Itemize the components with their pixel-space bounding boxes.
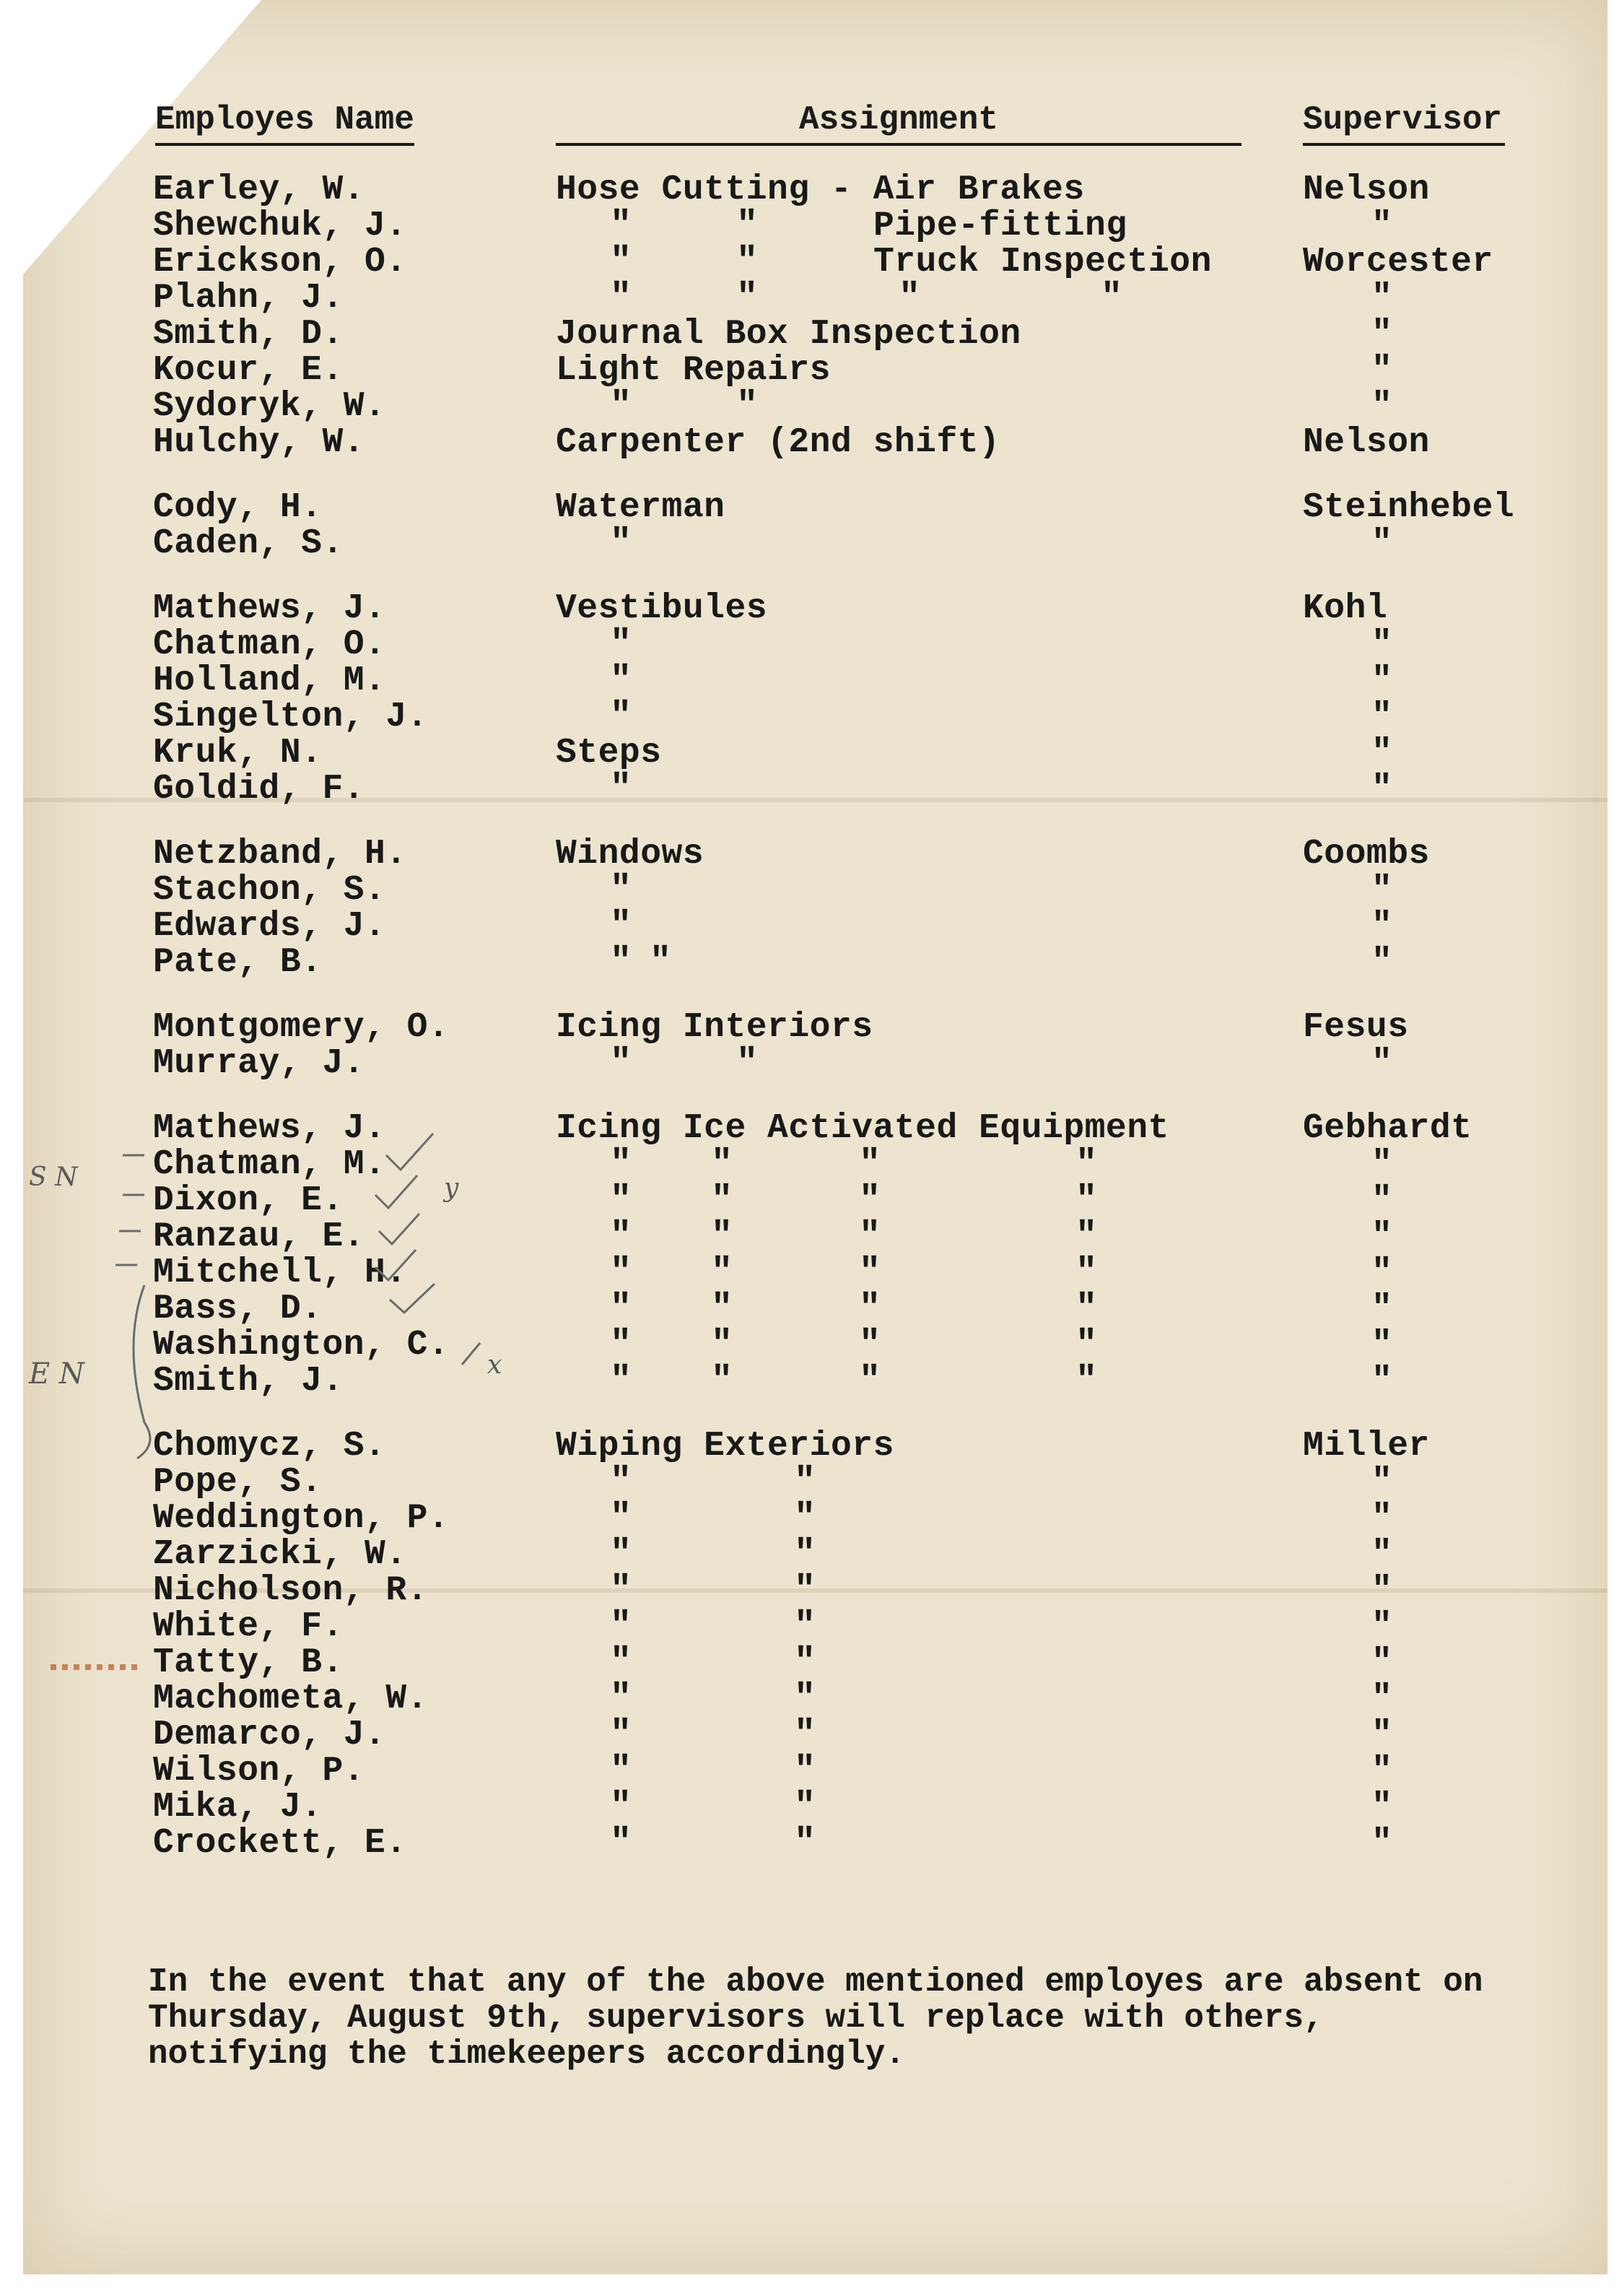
ditto-mark: " [859,1144,881,1185]
assignment-cell: Hose Cutting - Air Brakes [556,170,1085,209]
assignment-cell: Pipe-fitting [873,206,1127,245]
supervisor-ditto: " [1371,279,1393,318]
supervisor-ditto: " [1371,1752,1393,1791]
ditto-mark: " [736,205,759,246]
employee-name-cell: Sydoryk, W. [153,387,386,426]
assignment-cell: Waterman [556,488,725,527]
supervisor-ditto: " [1371,871,1393,910]
assignment-cell: Journal Box Inspection [556,315,1021,354]
supervisor-ditto: " [1371,1044,1393,1083]
supervisor-ditto: " [1371,1824,1393,1863]
supervisor-ditto: " [1371,1145,1393,1184]
ditto-mark: " [1075,1252,1098,1293]
rust-stain [51,1664,137,1670]
ditto-mark: " [859,1216,881,1257]
ditto-mark: " [859,1360,881,1401]
supervisor-ditto: " [1371,1716,1393,1754]
ditto-mark: " [610,1678,632,1719]
ditto-mark: " [859,1288,881,1329]
supervisor-ditto: " [1371,1326,1393,1365]
supervisor-ditto: " [1371,770,1393,809]
handwritten-initials-sn: S N [29,1162,78,1192]
supervisor-ditto: " [1371,1607,1393,1646]
ditto-mark: " [794,1461,816,1503]
assignment-cell: Vestibules [556,589,768,628]
employee-name-cell: White, F. [153,1607,344,1646]
employee-name-cell: Pate, B. [153,943,323,982]
supervisor-cell: Gebhardt [1303,1109,1472,1148]
employee-name-cell: Pope, S. [153,1463,323,1502]
supervisor-ditto: " [1371,1571,1393,1610]
ditto-mark: " [610,1324,632,1365]
ditto-mark: " [794,1822,816,1864]
ditto-mark: " [610,624,632,665]
ditto-mark: " [610,905,632,947]
ditto-mark: " [1075,1216,1098,1257]
assignment-cell: Steps [556,734,662,773]
assignment-cell: Windows [556,835,704,874]
supervisor-ditto: " [1371,1253,1393,1292]
ditto-mark: " [610,1144,632,1185]
ditto-mark: " [1075,1180,1098,1221]
ditto-mark: " [650,942,672,983]
ditto-mark: " [794,1714,816,1755]
ditto-mark: " [610,1180,632,1221]
assignment-cell: Carpenter (2nd shift) [556,423,1000,462]
supervisor-ditto: " [1371,524,1393,563]
ditto-mark: " [610,660,632,701]
ditto-mark: " [610,942,632,983]
ditto-mark: " [711,1252,733,1293]
ditto-mark: " [711,1180,733,1221]
ditto-mark: " [610,1786,632,1827]
supervisor-cell: Coombs [1303,835,1430,874]
ditto-mark: " [711,1144,733,1185]
supervisor-ditto: " [1371,1290,1393,1329]
ditto-mark: " [794,1497,816,1539]
employee-name-cell: Demarco, J. [153,1716,386,1754]
supervisor-cell: Kohl [1303,589,1388,628]
ditto-mark: " [711,1360,733,1401]
supervisor-ditto: " [1371,907,1393,946]
employee-name-cell: Singelton, J. [153,697,428,736]
ditto-mark: " [859,1252,881,1293]
supervisor-ditto: " [1371,943,1393,982]
ditto-mark: " [794,1642,816,1683]
handwritten-initials-en: E N [29,1357,84,1391]
employee-name-cell: Montgomery, O. [153,1008,450,1047]
supervisor-ditto: " [1371,1463,1393,1502]
ditto-mark: " [794,1606,816,1647]
employee-name-cell: Washington, C. [153,1326,450,1365]
supervisor-cell: Worcester [1303,243,1493,282]
supervisor-cell: Nelson [1303,423,1430,462]
ditto-mark: " [610,205,632,246]
employee-name-cell: Edwards, J. [153,907,386,946]
employee-name-cell: Cody, H. [153,488,323,527]
employee-name-cell: Mathews, J. [153,589,386,628]
supervisor-ditto: " [1371,625,1393,664]
ditto-mark: " [610,696,632,737]
employee-name-cell: Smith, D. [153,315,344,354]
ditto-mark: " [736,277,759,318]
ditto-mark: " [736,386,759,427]
ditto-mark: " [610,1534,632,1575]
employee-name-cell: Weddington, P. [153,1499,450,1538]
ditto-mark: " [859,1180,881,1221]
employee-name-cell: Machometa, W. [153,1679,428,1718]
supervisor-ditto: " [1371,734,1393,773]
ditto-mark: " [610,241,632,282]
ditto-mark: " [610,277,632,318]
handwritten-x: x [487,1350,502,1380]
header-assignment: Assignment [556,101,1241,146]
employee-name-cell: Chatman, M. [153,1145,386,1184]
employee-name-cell: Chatman, O. [153,625,386,664]
ditto-mark: " [1101,277,1123,318]
ditto-mark: " [711,1288,733,1329]
ditto-mark: " [1075,1288,1098,1329]
employee-name-cell: Mathews, J. [153,1109,386,1148]
supervisor-ditto: " [1371,315,1393,354]
employee-name-cell: Mika, J. [153,1788,323,1827]
supervisor-ditto: " [1371,351,1393,390]
ditto-mark: " [610,1288,632,1329]
ditto-mark: " [610,1750,632,1791]
assignment-cell: Truck Inspection [873,243,1212,282]
ditto-mark: " [610,1497,632,1539]
ditto-mark: " [794,1750,816,1791]
supervisor-ditto: " [1371,1362,1393,1401]
employee-name-cell: Crockett, E. [153,1824,407,1863]
assignment-cell: Icing Interiors [556,1008,873,1047]
employee-name-cell: Stachon, S. [153,871,386,910]
ditto-mark: " [711,1216,733,1257]
employee-name-cell: Chomycz, S. [153,1427,386,1466]
employee-name-cell: Earley, W. [153,170,365,209]
supervisor-ditto: " [1371,661,1393,700]
employee-name-cell: Mitchell, H. [153,1253,407,1292]
handwritten-y: y [444,1173,459,1203]
ditto-mark: " [899,277,921,318]
ditto-mark: " [736,241,759,282]
employee-name-cell: Murray, J. [153,1044,365,1083]
footer-note: In the event that any of the above mentioned employes are absent on Thursday, August 9th, supervisors will replace with others, notifying the timekeepers accordingly. [148,1963,1483,2073]
supervisor-ditto: " [1371,1499,1393,1538]
ditto-mark: " [794,1534,816,1575]
assignment-cell: Light Repairs [556,351,831,390]
supervisor-ditto: " [1371,1535,1393,1574]
ditto-mark: " [736,1043,759,1084]
ditto-mark: " [794,1678,816,1719]
employee-name-cell: Kruk, N. [153,734,323,773]
employee-name-cell: Bass, D. [153,1290,323,1329]
ditto-mark: " [610,1570,632,1611]
supervisor-cell: Nelson [1303,170,1430,209]
ditto-mark: " [610,1043,632,1084]
supervisor-cell: Fesus [1303,1008,1409,1047]
employee-name-cell: Plahn, J. [153,279,344,318]
ditto-mark: " [610,1714,632,1755]
supervisor-ditto: " [1371,697,1393,736]
ditto-mark: " [610,1216,632,1257]
header-employee-name: Employes Name [155,101,414,146]
supervisor-ditto: " [1371,206,1393,245]
ditto-mark: " [610,1642,632,1683]
assignment-cell: Wiping Exteriors [556,1427,894,1466]
ditto-mark: " [610,1822,632,1864]
employee-name-cell: Hulchy, W. [153,423,365,462]
employee-name-cell: Shewchuk, J. [153,206,407,245]
supervisor-ditto: " [1371,1643,1393,1682]
ditto-mark: " [711,1324,733,1365]
employee-name-cell: Goldid, F. [153,770,365,809]
ditto-mark: " [610,1252,632,1293]
employee-name-cell: Erickson, O. [153,243,407,282]
ditto-mark: " [610,386,632,427]
employee-name-cell: Holland, M. [153,661,386,700]
employee-name-cell: Ranzau, E. [153,1217,365,1256]
ditto-mark: " [794,1786,816,1827]
ditto-mark: " [1075,1360,1098,1401]
header-supervisor: Supervisor [1303,101,1505,146]
ditto-mark: " [794,1570,816,1611]
employee-name-cell: Smith, J. [153,1362,344,1401]
ditto-mark: " [610,1360,632,1401]
supervisor-ditto: " [1371,1181,1393,1220]
ditto-mark: " [610,1461,632,1503]
assignment-cell: Icing Ice Activated Equipment [556,1109,1169,1148]
ditto-mark: " [610,1606,632,1647]
employee-name-cell: Netzband, H. [153,835,407,874]
employee-name-cell: Nicholson, R. [153,1571,428,1610]
ditto-mark: " [610,523,632,564]
employee-name-cell: Dixon, E. [153,1181,344,1220]
supervisor-ditto: " [1371,387,1393,426]
ditto-mark: " [610,869,632,910]
ditto-mark: " [1075,1144,1098,1185]
ditto-mark: " [1075,1324,1098,1365]
supervisor-cell: Miller [1303,1427,1430,1466]
ditto-mark: " [610,768,632,809]
employee-name-cell: Kocur, E. [153,351,344,390]
employee-name-cell: Tatty, B. [153,1643,344,1682]
supervisor-ditto: " [1371,1679,1393,1718]
ditto-mark: " [859,1324,881,1365]
supervisor-ditto: " [1371,1217,1393,1256]
supervisor-ditto: " [1371,1788,1393,1827]
employee-name-cell: Wilson, P. [153,1752,365,1791]
employee-name-cell: Caden, S. [153,524,344,563]
employee-name-cell: Zarzicki, W. [153,1535,407,1574]
supervisor-cell: Steinhebel [1303,488,1515,527]
